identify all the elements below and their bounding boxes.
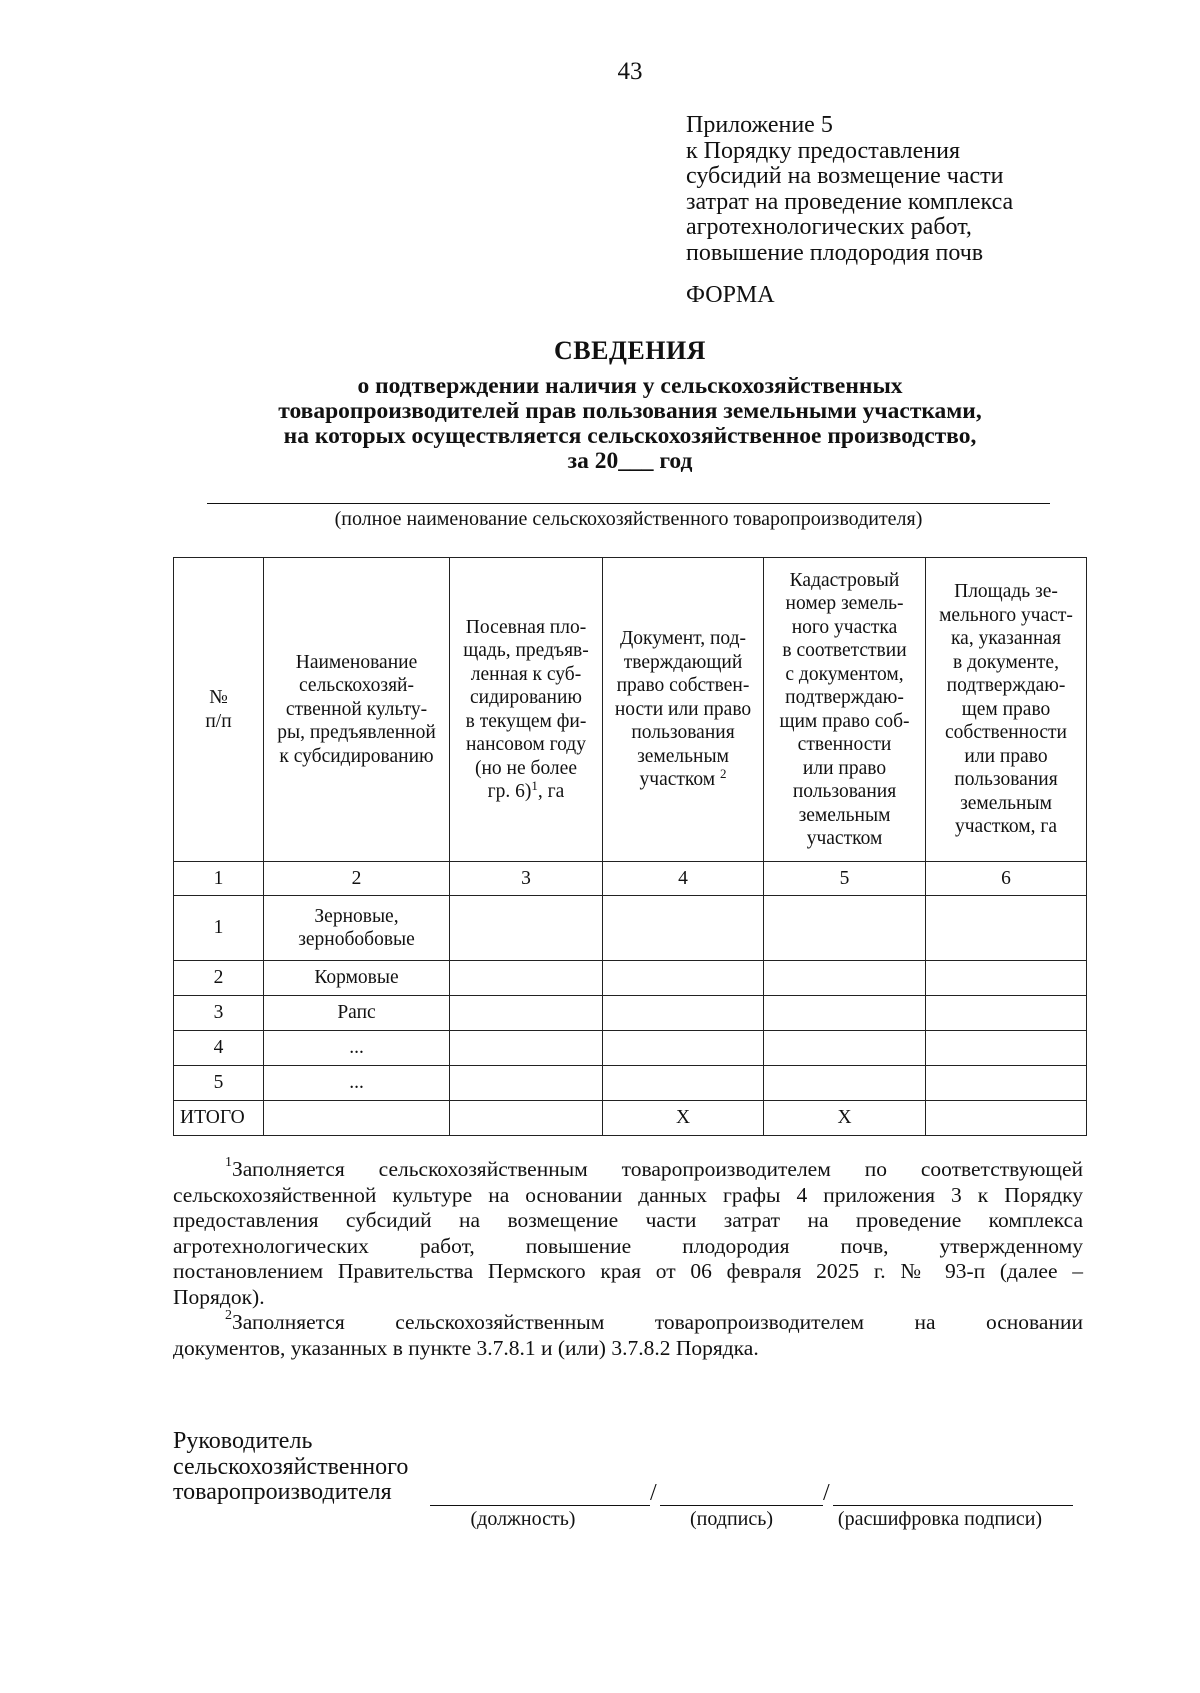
- appendix-line: Приложение 5: [686, 112, 833, 138]
- document-title: СВЕДЕНИЯ: [554, 336, 706, 365]
- row-number: 4: [174, 1031, 264, 1066]
- table-header-row: [174, 558, 1087, 862]
- cell-plot-area[interactable]: [926, 896, 1087, 961]
- producer-name-caption: (полное наименование сельскохозяйственного товаропроизводителя): [334, 508, 923, 530]
- column-number: 4: [603, 862, 764, 896]
- cell-document[interactable]: [603, 996, 764, 1031]
- appendix-reference: [686, 113, 1166, 266]
- total-cell: [264, 1101, 450, 1136]
- signer-title: [173, 1429, 408, 1506]
- footnotes: [173, 1157, 1083, 1361]
- column-number: 2: [264, 862, 450, 896]
- cell-sown-area[interactable]: [450, 961, 603, 996]
- footnote-mark: 1: [531, 778, 538, 793]
- appendix-line: затрат на проведение комплекса: [686, 188, 1014, 215]
- land-plots-table: [173, 557, 1087, 1136]
- cell-sown-area[interactable]: [450, 1031, 603, 1066]
- position-caption: (должность): [470, 1508, 576, 1530]
- form-label: ФОРМА: [686, 282, 775, 308]
- total-plot-area[interactable]: [926, 1101, 1087, 1136]
- column-number: 5: [764, 862, 926, 896]
- column-number: 1: [174, 862, 264, 896]
- decoding-caption: (расшифровка подписи): [837, 1508, 1043, 1530]
- table-row: [174, 1066, 1087, 1101]
- row-number: 5: [174, 1066, 264, 1101]
- separator-slash: /: [650, 1480, 657, 1506]
- signature-decoding-field[interactable]: [833, 1505, 1073, 1506]
- cell-plot-area[interactable]: [926, 1031, 1087, 1066]
- appendix-line: к Порядку предоставления: [686, 137, 961, 164]
- signature-caption: (подпись): [689, 1508, 774, 1530]
- crop-name: ...: [264, 1031, 450, 1066]
- signer-line: сельскохозяйственного: [173, 1453, 409, 1480]
- header-col-6: Площадь зе- мельного участ- ка, указанная в документе, подтверждаю- щем право собственности или право пользования земельным участком, га: [926, 558, 1087, 862]
- total-row: [174, 1101, 1087, 1136]
- signature-field[interactable]: [660, 1505, 823, 1506]
- total-sown-area[interactable]: [450, 1101, 603, 1136]
- signer-line: Руководитель: [173, 1428, 313, 1454]
- header-col-1: № п/п: [174, 558, 264, 862]
- cell-document[interactable]: [603, 896, 764, 961]
- cell-document[interactable]: [603, 961, 764, 996]
- appendix-line: повышение плодородия почв: [686, 239, 984, 266]
- header-col-4: Документ, под- тверждающий право собствен- ности или право пользования земельным участком $^2$: [603, 558, 764, 862]
- row-number: 3: [174, 996, 264, 1031]
- crop-name: Кормовые: [264, 961, 450, 996]
- footnote-2: $^2$Заполняется сельскохозяйственным товаропроизводителем на основании документов, указанных в пункте 3.7.8.1 и (или) 3.7.8.2 Порядка.: [173, 1308, 1083, 1360]
- cell-plot-area[interactable]: [926, 961, 1087, 996]
- subtitle-line: товаропроизводителей прав пользования земельными участками,: [278, 398, 982, 424]
- page-number: 43: [617, 58, 643, 85]
- header-col-3: Посевная пло- щадь, предъяв- ленная к суб- сидированию в текущем фи- нансовом году (но не более гр. 6)$^1$, га: [450, 558, 603, 862]
- row-number: 1: [174, 896, 264, 961]
- subtitle-line: на которых осуществляется сельскохозяйственное производство,: [283, 423, 977, 449]
- cell-document[interactable]: [603, 1031, 764, 1066]
- cell-plot-area[interactable]: [926, 1066, 1087, 1101]
- crop-name: Рапс: [264, 996, 450, 1031]
- header-col-2: Наименование сельскохозяй- ственной культу- ры, предъявленной к субсидированию: [264, 558, 450, 862]
- total-label: ИТОГО: [174, 1101, 264, 1136]
- cell-document[interactable]: [603, 1066, 764, 1101]
- header-col-5: Кадастровый номер земель- ного участка в соответствии с документом, подтверждаю- щим право соб- ственности или право пользования земельным участком: [764, 558, 926, 862]
- footnote-mark: 1: [225, 1155, 232, 1170]
- cell-cadastral-number[interactable]: [764, 961, 926, 996]
- appendix-line: агротехнологических работ,: [686, 214, 972, 240]
- row-number: 2: [174, 961, 264, 996]
- footnote-1: $^1$Заполняется сельскохозяйственным товаропроизводителем по соответствующей сельскохозяйственной культуре на основании данных графы 4 приложения 3 к Порядку предоставления субсидий на возмещение части затрат на проведение комплекса агротехнологических работ, повышение плодородия почв, утвержденному постановлением Правительства Пермского края от 06 февраля 2025 г. № 93-п (далее – Порядок).: [173, 1155, 1083, 1309]
- table-row: [174, 1031, 1087, 1066]
- cell-sown-area[interactable]: [450, 896, 603, 961]
- cell-plot-area[interactable]: [926, 996, 1087, 1031]
- total-cell-crossed: X: [603, 1101, 764, 1136]
- producer-name-line: [207, 503, 1050, 504]
- cell-cadastral-number[interactable]: [764, 996, 926, 1031]
- signer-line: товаропроизводителя: [173, 1479, 392, 1505]
- subtitle-line: о подтверждении наличия у сельскохозяйственных: [357, 373, 903, 399]
- document-subtitle: [0, 374, 1200, 474]
- column-number-row: [174, 862, 1087, 896]
- position-field[interactable]: [430, 1505, 650, 1506]
- crop-name: ...: [264, 1066, 450, 1101]
- cell-cadastral-number[interactable]: [764, 896, 926, 961]
- column-number: 6: [926, 862, 1087, 896]
- cell-sown-area[interactable]: [450, 996, 603, 1031]
- total-cell-crossed: X: [764, 1101, 926, 1136]
- appendix-line: субсидий на возмещение части: [686, 163, 1004, 189]
- table-row: [174, 896, 1087, 961]
- cell-sown-area[interactable]: [450, 1066, 603, 1101]
- table-row: [174, 996, 1087, 1031]
- cell-cadastral-number[interactable]: [764, 1066, 926, 1101]
- footnote-mark: 2: [719, 766, 727, 782]
- column-number: 3: [450, 862, 603, 896]
- subtitle-line: за 20___ год: [567, 448, 693, 474]
- crop-name: Зерновые, зернобобовые: [264, 896, 450, 961]
- table-row: [174, 961, 1087, 996]
- cell-cadastral-number[interactable]: [764, 1031, 926, 1066]
- separator-slash: /: [823, 1480, 830, 1506]
- footnote-mark: 2: [225, 1308, 232, 1323]
